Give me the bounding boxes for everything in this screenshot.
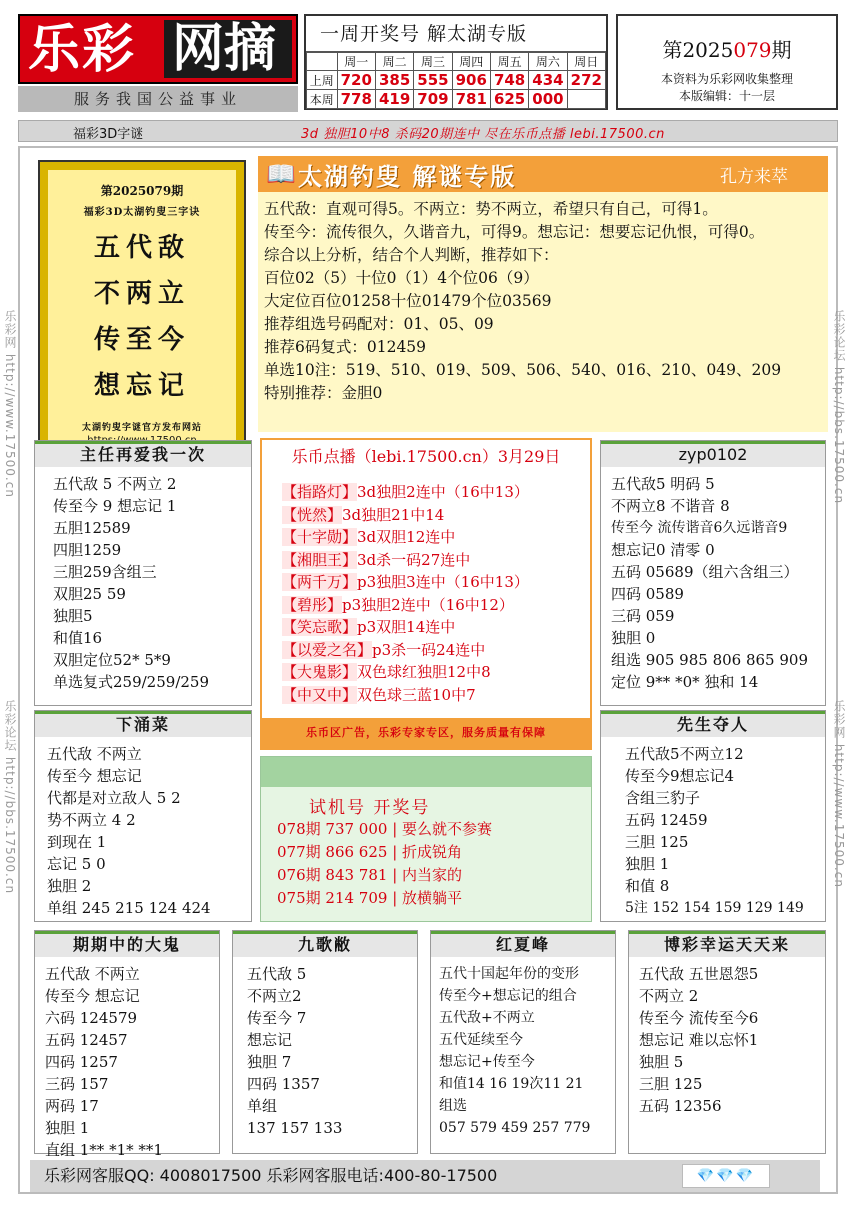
expert-record: p3双胆14连中 bbox=[357, 618, 456, 636]
issue-note-2: 本版编辑：十一层 bbox=[678, 89, 775, 103]
site-logo bbox=[18, 14, 298, 84]
expert-tag: 【中又中】 bbox=[282, 685, 358, 704]
box-body bbox=[601, 471, 825, 693]
book-issue: 第2025079期 bbox=[100, 184, 184, 198]
book-line: 想忘记 bbox=[93, 371, 190, 401]
draw-value: 555 bbox=[414, 71, 452, 90]
draw-value: 385 bbox=[375, 71, 413, 90]
book-icon: 📖 bbox=[266, 160, 296, 188]
book-footer-site: 太湖钓叟字谜官方发布网站 bbox=[81, 423, 202, 433]
box-body bbox=[431, 961, 615, 1139]
draw-value: 748 bbox=[490, 71, 528, 90]
expert-record: p3独胆2连中（16中12） bbox=[342, 595, 514, 614]
box-line: 想忘记+传至今 bbox=[439, 1054, 535, 1070]
box-line: 五胆12589 bbox=[53, 519, 131, 537]
slogan: 服务我国公益事业 bbox=[18, 86, 298, 112]
box-title: 先生夺人 bbox=[601, 711, 825, 737]
box-line: 四码 1357 bbox=[247, 1075, 320, 1093]
issue-suffix: 期 bbox=[771, 38, 792, 62]
analysis-line: 五代敌：直观可得5。不两立：势不两立，希望只有自己，可得1。 bbox=[264, 200, 718, 218]
main-analysis bbox=[258, 192, 828, 432]
box-line: 单选复式259/259/259 bbox=[53, 673, 209, 691]
box-xiayongcai bbox=[34, 710, 252, 922]
lebi-row[interactable] bbox=[282, 594, 590, 617]
row-label: 上周 bbox=[307, 71, 338, 90]
analysis-line: 大定位百位01258十位01479个位03569 bbox=[264, 292, 552, 310]
box-title: 红夏峰 bbox=[431, 931, 615, 957]
expert-record: 3d双胆12连中 bbox=[357, 528, 456, 546]
trial-row: 077期 866 625 | 折成锐角 bbox=[277, 843, 463, 861]
box-xianshengduoren bbox=[600, 710, 826, 922]
box-line: 想忘记 难以忘怀1 bbox=[639, 1031, 759, 1049]
logo-text-wang-zhai: 网摘 bbox=[172, 19, 277, 79]
analysis-line: 推荐6码复式：012459 bbox=[264, 338, 427, 356]
box-line: 五码 12457 bbox=[45, 1031, 128, 1049]
box-line: 传至今9想忘记4 bbox=[625, 767, 735, 785]
box-jiugebi bbox=[232, 930, 418, 1154]
last-week-row bbox=[307, 71, 606, 90]
lebi-footer-ad: 乐币区广告，乐彩专家专区，服务质量有保障 bbox=[262, 718, 590, 748]
box-title: 九歌敝 bbox=[233, 931, 417, 957]
box-line: 五代敌 五世恩怨5 bbox=[639, 965, 759, 983]
box-line: 代都是对立敌人 5 2 bbox=[47, 789, 181, 807]
issue-num-highlight: 079 bbox=[733, 38, 772, 62]
box-line: 五代敌+不两立 bbox=[439, 1010, 535, 1026]
box-line: 传至今 流传谐音6久远谐音9 bbox=[611, 520, 788, 536]
book-inner bbox=[48, 170, 236, 446]
expert-tag: 【指路灯】 bbox=[282, 483, 358, 501]
footer-contact bbox=[30, 1160, 820, 1192]
box-line: 势不两立 4 2 bbox=[47, 811, 136, 829]
box-line: 传至今+想忘记的组合 bbox=[439, 988, 577, 1004]
box-line: 定位 9** *0* 独和 14 bbox=[611, 673, 759, 691]
expert-record: 3d独胆21中14 bbox=[342, 505, 445, 524]
side-watermark-right-2: 乐彩网 http://www.17500.cn bbox=[832, 700, 846, 888]
weekly-draws-panel bbox=[304, 14, 608, 110]
book-subtitle: 福彩3D太湖钓叟三字诀 bbox=[83, 207, 201, 218]
weekday: 周五 bbox=[490, 53, 528, 71]
box-body bbox=[233, 961, 417, 1139]
main-header bbox=[258, 156, 828, 192]
box-line: 六码 124579 bbox=[45, 1009, 138, 1027]
lebi-broadcast-box bbox=[260, 438, 592, 750]
trial-header-band bbox=[261, 757, 591, 787]
box-line: 双胆25 59 bbox=[53, 585, 126, 603]
draw-value: 272 bbox=[567, 71, 605, 90]
box-line: 137 157 133 bbox=[247, 1119, 343, 1137]
box-line: 五码 12459 bbox=[625, 811, 708, 829]
weekday: 周日 bbox=[567, 53, 605, 71]
weekday: 周三 bbox=[414, 53, 452, 71]
box-body bbox=[35, 471, 251, 693]
trial-numbers-box bbox=[260, 756, 592, 922]
box-body bbox=[35, 741, 251, 919]
box-line: 直组 1** *1* **1 bbox=[45, 1141, 163, 1159]
box-line: 和值14 16 19次11 21 bbox=[439, 1076, 584, 1092]
expert-tag: 【十字勋】 bbox=[282, 528, 358, 546]
side-watermark-right-1: 乐彩论坛 http://bbs.17500.cn bbox=[832, 310, 846, 505]
book-line: 五代敌 bbox=[93, 233, 190, 263]
analysis-line: 单选10注：519、510、019、509、506、540、016、210、049、209 bbox=[264, 361, 782, 379]
box-line: 独胆 5 bbox=[639, 1053, 684, 1071]
box-line: 传至今 流传至今6 bbox=[639, 1009, 759, 1027]
box-line: 单组 bbox=[247, 1097, 278, 1115]
main-title: 太湖钓叟 解谜专版 bbox=[298, 162, 517, 191]
box-title: 博彩幸运天天来 bbox=[629, 931, 825, 957]
lebi-row[interactable] bbox=[282, 661, 590, 684]
lebi-row[interactable] bbox=[282, 504, 590, 527]
this-week-row bbox=[307, 90, 606, 109]
analysis-line: 综合以上分析，结合个人判断，推荐如下： bbox=[264, 246, 559, 264]
analysis-line: 推荐组选号码配对：01、05、09 bbox=[264, 315, 494, 333]
box-line: 单组 245 215 124 424 bbox=[47, 899, 211, 917]
box-line: 独胆 2 bbox=[47, 877, 92, 895]
book-line: 不两立 bbox=[93, 279, 190, 309]
expert-record: p3独胆3连中（16中13） bbox=[357, 573, 529, 591]
box-line: 组选 bbox=[439, 1098, 467, 1114]
box-zyp0102 bbox=[600, 440, 826, 706]
puzzle-book-cover bbox=[38, 160, 246, 456]
expert-record: p3杀一码24连中 bbox=[372, 640, 486, 659]
trial-row: 078期 737 000 | 要么就不参赛 bbox=[277, 820, 493, 838]
draw-value: 709 bbox=[414, 90, 452, 109]
box-line: 想忘记0 清零 0 bbox=[611, 541, 715, 559]
lebi-row[interactable] bbox=[282, 481, 590, 504]
row-label: 本周 bbox=[307, 90, 338, 109]
issue-number bbox=[618, 34, 836, 63]
lebi-row[interactable] bbox=[282, 639, 590, 662]
section-bar bbox=[18, 120, 838, 142]
draw-value bbox=[567, 90, 605, 109]
box-line: 想忘记 bbox=[247, 1031, 293, 1049]
draw-value: 625 bbox=[490, 90, 528, 109]
expert-tag: 【碧彤】 bbox=[282, 595, 343, 614]
box-line: 五代敌5 明码 5 bbox=[611, 475, 715, 493]
box-line: 五代敌 不两立 bbox=[45, 965, 140, 983]
lebi-rows bbox=[262, 481, 590, 706]
box-line: 三胆259含组三 bbox=[53, 563, 157, 581]
section-bar-promo[interactable]: 3d 独胆10中8 杀码20期连中 尽在乐币点播 lebi.17500.cn bbox=[301, 127, 665, 142]
box-line: 四码 0589 bbox=[611, 585, 684, 603]
lebi-row[interactable] bbox=[282, 616, 590, 639]
box-line: 057 579 459 257 779 bbox=[439, 1120, 591, 1136]
expert-tag: 【两千万】 bbox=[282, 573, 358, 591]
trial-row: 076期 843 781 | 内当家的 bbox=[277, 866, 463, 884]
trial-row: 075期 214 709 | 放横躺平 bbox=[277, 889, 463, 907]
draw-value: 000 bbox=[529, 90, 567, 109]
box-line: 到现在 1 bbox=[47, 833, 107, 851]
box-line: 忘记 5 0 bbox=[47, 855, 106, 873]
box-line: 三码 157 bbox=[45, 1075, 109, 1093]
draws-title: 一周开奖号 解太湖专版 bbox=[306, 16, 606, 52]
analysis-line: 特别推荐：金胆0 bbox=[264, 384, 383, 402]
weekday-row bbox=[307, 53, 606, 71]
box-body bbox=[35, 961, 219, 1161]
box-line: 五代敌 不两立 bbox=[47, 745, 142, 763]
expert-record: 3d独胆2连中（16中13） bbox=[357, 483, 529, 501]
trial-title: 试机号 开奖号 bbox=[309, 798, 431, 818]
draws-table bbox=[306, 52, 606, 109]
expert-record: 双色球三蓝10中7 bbox=[357, 685, 476, 704]
box-line: 三胆 125 bbox=[639, 1075, 703, 1093]
diamond-icon: 💎💎💎 bbox=[682, 1164, 770, 1188]
box-line: 和值 8 bbox=[625, 877, 670, 895]
box-line: 五代敌 5 不两立 2 bbox=[53, 475, 177, 493]
box-title: 下涌菜 bbox=[35, 711, 251, 737]
draw-value: 720 bbox=[337, 71, 375, 90]
box-line: 含组三豹子 bbox=[625, 789, 701, 807]
issue-prefix: 第2025 bbox=[662, 38, 734, 62]
expert-tag: 【以爱之名】 bbox=[282, 640, 373, 659]
box-line: 传至今 想忘记 bbox=[45, 987, 140, 1005]
box-line: 不两立2 bbox=[247, 987, 302, 1005]
box-line: 传至今 9 想忘记 1 bbox=[53, 497, 177, 515]
footer-text: 乐彩网客服QQ: 4008017500 乐彩网客服电话:400-80-17500 bbox=[44, 1166, 498, 1185]
draw-value: 778 bbox=[337, 90, 375, 109]
box-line: 双胆定位52* 5*9 bbox=[53, 651, 171, 669]
box-qiqizhong bbox=[34, 930, 220, 1159]
box-line: 独胆 0 bbox=[611, 629, 656, 647]
box-body bbox=[629, 961, 825, 1117]
box-line: 五代敌 5 bbox=[247, 965, 307, 983]
box-title: 期期中的大鬼 bbox=[35, 931, 219, 957]
lebi-title[interactable]: 乐币点播（lebi.17500.cn）3月29日 bbox=[291, 447, 561, 466]
box-line: 五代敌5不两立12 bbox=[625, 745, 744, 763]
main-author: 孔方来萃 bbox=[720, 167, 788, 187]
weekday: 周四 bbox=[452, 53, 490, 71]
box-line: 组选 905 985 806 865 909 bbox=[611, 651, 808, 669]
issue-panel bbox=[616, 14, 838, 110]
box-hongxiafeng bbox=[430, 930, 616, 1154]
box-line: 传至今 想忘记 bbox=[47, 767, 142, 785]
box-line: 三码 059 bbox=[611, 607, 675, 625]
box-line: 独胆 1 bbox=[45, 1119, 90, 1137]
lebi-row[interactable] bbox=[282, 684, 590, 707]
box-line: 独胆 7 bbox=[247, 1053, 292, 1071]
box-line: 5注 152 154 159 129 149 bbox=[625, 900, 804, 916]
box-title: zyp0102 bbox=[601, 441, 825, 467]
box-line: 独胆5 bbox=[53, 607, 93, 625]
draw-value: 434 bbox=[529, 71, 567, 90]
weekday: 周一 bbox=[337, 53, 375, 71]
box-body bbox=[601, 741, 825, 919]
box-zhuren bbox=[34, 440, 252, 706]
expert-tag: 【恍然】 bbox=[282, 505, 343, 524]
box-title: 主任再爱我一次 bbox=[35, 441, 251, 467]
box-line: 五码 12356 bbox=[639, 1097, 722, 1115]
box-line: 不两立8 不谐音 8 bbox=[611, 497, 730, 515]
corner-cell bbox=[307, 53, 338, 71]
issue-note-1: 本资料为乐彩网收集整理 bbox=[660, 72, 793, 86]
analysis-line: 传至今：流传很久，久谐音九，可得9。想忘记：想要忘记仇恨，可得0。 bbox=[264, 223, 765, 241]
draw-value: 781 bbox=[452, 90, 490, 109]
box-line: 两码 17 bbox=[45, 1097, 99, 1115]
expert-tag: 【笑忘歌】 bbox=[282, 618, 358, 636]
box-line: 五代延续至今 bbox=[439, 1032, 523, 1048]
lebi-row[interactable] bbox=[282, 526, 590, 549]
expert-tag: 【大鬼影】 bbox=[282, 663, 358, 681]
box-line: 三胆 125 bbox=[625, 833, 689, 851]
box-line: 五代十国起年份的变形 bbox=[439, 966, 579, 982]
weekday: 周六 bbox=[529, 53, 567, 71]
box-line: 传至今 7 bbox=[247, 1009, 307, 1027]
box-line: 独胆 1 bbox=[625, 855, 670, 873]
expert-record: 双色球红独胆12中8 bbox=[357, 663, 491, 681]
side-watermark-left-2: 乐彩论坛 http://bbs.17500.cn bbox=[3, 700, 17, 895]
side-watermark-left-1: 乐彩网 http://www.17500.cn bbox=[3, 310, 17, 498]
logo-text-le-cai: 乐彩 bbox=[28, 20, 137, 80]
book-line: 传至今 bbox=[93, 325, 190, 355]
box-line: 五码 05689（组六含组三） bbox=[611, 563, 799, 581]
draw-value: 906 bbox=[452, 71, 490, 90]
box-line: 四胆1259 bbox=[53, 541, 122, 559]
section-bar-title: 福彩3D字谜 bbox=[73, 127, 144, 142]
weekday: 周二 bbox=[375, 53, 413, 71]
expert-record: 3d杀一码27连中 bbox=[357, 550, 471, 569]
logo-text-block bbox=[164, 20, 292, 78]
lebi-row[interactable] bbox=[282, 571, 590, 594]
lebi-row[interactable] bbox=[282, 549, 590, 572]
analysis-line: 百位02（5）十位0（1）4个位06（9） bbox=[264, 269, 539, 287]
box-bocaixingyun bbox=[628, 930, 826, 1154]
box-line: 和值16 bbox=[53, 629, 103, 647]
box-line: 四码 1257 bbox=[45, 1053, 118, 1071]
expert-tag: 【湘胆王】 bbox=[282, 550, 358, 569]
box-line: 不两立 2 bbox=[639, 987, 699, 1005]
draw-value: 419 bbox=[375, 90, 413, 109]
